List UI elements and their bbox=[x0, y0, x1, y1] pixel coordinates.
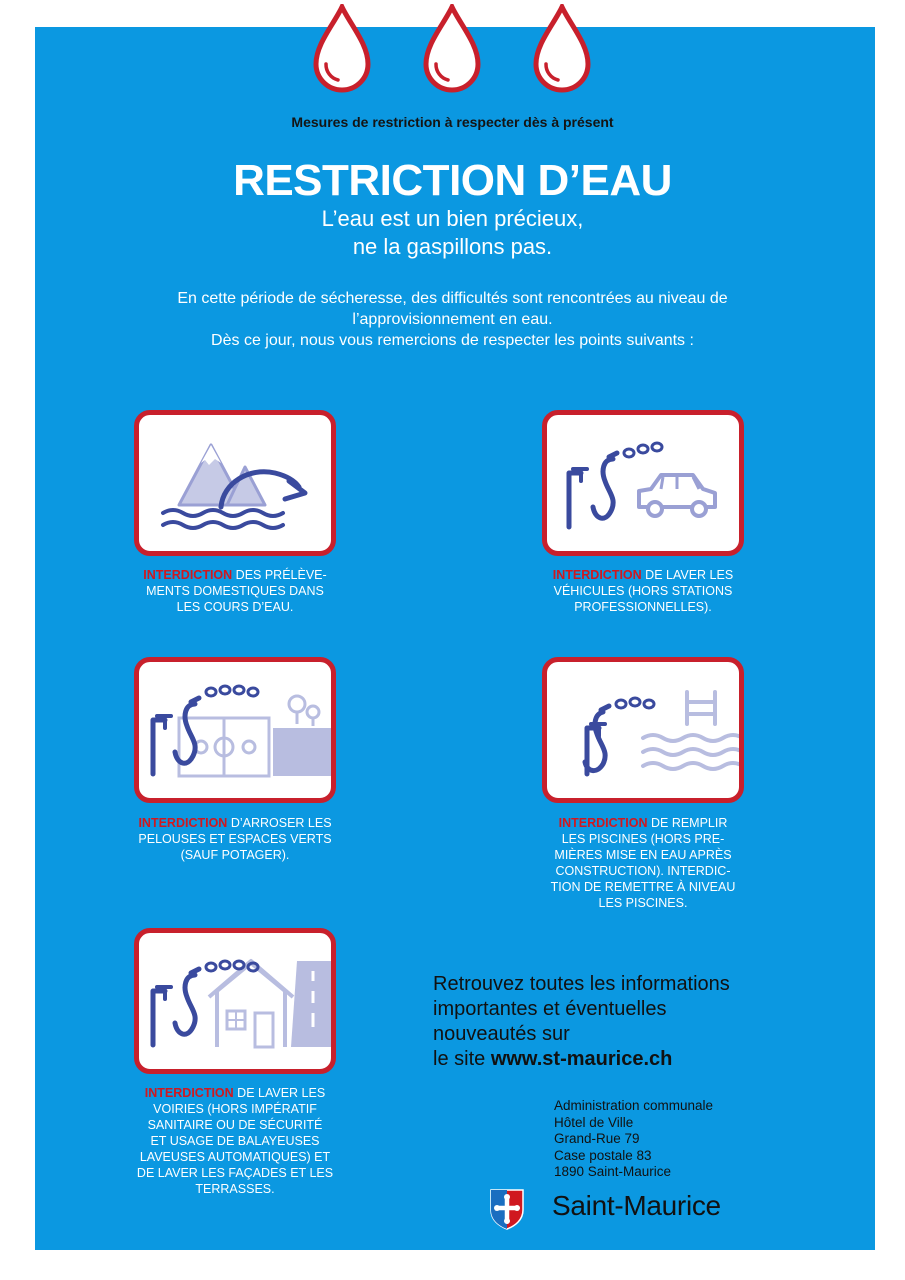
tagline bbox=[0, 205, 905, 261]
interdiction-keyword: INTERDICTION bbox=[143, 568, 233, 582]
caption-line: LES COURS D’EAU. bbox=[176, 600, 294, 614]
caption-line: DE LAVER LES bbox=[237, 1086, 326, 1100]
caption-line: MIÈRES MISE EN EAU APRÈS bbox=[554, 848, 732, 862]
interdiction-keyword: INTERDICTION bbox=[558, 816, 648, 830]
info-line bbox=[433, 1047, 823, 1072]
pool-filling-icon bbox=[547, 662, 739, 798]
caption-line: ET USAGE DE BALAYEUSES bbox=[150, 1134, 320, 1148]
lawn-watering-icon bbox=[139, 662, 331, 798]
restriction-caption bbox=[130, 1085, 340, 1197]
info-block bbox=[433, 972, 823, 1072]
water-drop-icon bbox=[312, 4, 372, 96]
caption-line: DE LAVER LES FAÇADES ET LES bbox=[136, 1166, 334, 1180]
caption-line: D’ARROSER LES bbox=[230, 816, 332, 830]
tagline-line: ne la gaspillons pas. bbox=[352, 234, 553, 259]
address-line: Hôtel de Ville bbox=[554, 1114, 634, 1130]
caption-line: PROFESSIONNELLES). bbox=[574, 600, 712, 614]
header-subtitle: Mesures de restriction à respecter dès à présent bbox=[291, 114, 614, 130]
logo-text: Saint-Maurice bbox=[552, 1190, 721, 1221]
caption-line: DE LAVER LES bbox=[645, 568, 734, 582]
caption-line: MENTS DOMESTIQUES DANS bbox=[146, 584, 324, 598]
restriction-caption bbox=[538, 815, 748, 911]
water-drop-icon bbox=[422, 4, 482, 96]
address-block bbox=[554, 1098, 814, 1181]
car-wash-icon bbox=[547, 415, 739, 551]
restriction-caption bbox=[130, 567, 340, 615]
road-facade-icon bbox=[139, 933, 331, 1069]
address-line: 1890 Saint-Maurice bbox=[554, 1164, 672, 1179]
caption-line: SANITAIRE OU DE SÉCURITÉ bbox=[147, 1118, 323, 1132]
info-line: nouveautés sur bbox=[433, 1023, 570, 1045]
caption-line: PELOUSES ET ESPACES VERTS bbox=[138, 832, 332, 846]
info-line: Retrouvez toutes les informations bbox=[433, 973, 730, 995]
coat-of-arms-icon bbox=[489, 1188, 525, 1230]
caption-line: TERRASSES. bbox=[195, 1182, 275, 1196]
page-title: RESTRICTION D’EAU bbox=[233, 156, 672, 205]
intro-line: En cette période de sécheresse, des difficultés sont rencontrées au niveau de bbox=[177, 290, 728, 307]
tagline-line: L’eau est un bien précieux, bbox=[321, 206, 584, 231]
interdiction-keyword: INTERDICTION bbox=[144, 1086, 234, 1100]
interdiction-keyword: INTERDICTION bbox=[552, 568, 642, 582]
caption-line: VÉHICULES (HORS STATIONS bbox=[553, 584, 733, 598]
caption-line: LES PISCINES (HORS PRE- bbox=[561, 832, 725, 846]
restriction-card-pool bbox=[542, 657, 744, 803]
address-line: Grand-Rue 79 bbox=[554, 1131, 640, 1146]
address-line: Administration communale bbox=[554, 1098, 714, 1113]
water-drop-icon bbox=[532, 4, 592, 96]
intro-text bbox=[100, 288, 805, 351]
caption-line: TION DE REMETTRE À NIVEAU bbox=[550, 880, 736, 894]
restriction-caption bbox=[538, 567, 748, 615]
caption-line: DES PRÉLÈVE- bbox=[235, 568, 327, 582]
address-line: Case postale 83 bbox=[554, 1147, 652, 1163]
caption-line: DE REMPLIR bbox=[650, 816, 728, 830]
restriction-card-car bbox=[542, 410, 744, 556]
river-mountain-icon bbox=[139, 415, 331, 551]
restriction-card-road bbox=[134, 928, 336, 1074]
restriction-card-river bbox=[134, 410, 336, 556]
caption-line: CONSTRUCTION). INTERDIC- bbox=[555, 864, 731, 878]
interdiction-keyword: INTERDICTION bbox=[138, 816, 228, 830]
intro-line: Dès ce jour, nous vous remercions de respecter les points suivants : bbox=[211, 332, 694, 349]
info-line: importantes et éventuelles bbox=[433, 998, 667, 1020]
restriction-caption bbox=[130, 815, 340, 863]
caption-line: LES PISCINES. bbox=[598, 896, 688, 910]
caption-line: LAVEUSES AUTOMATIQUES) ET bbox=[139, 1150, 331, 1164]
info-prefix: le site bbox=[433, 1048, 491, 1070]
restriction-card-lawn bbox=[134, 657, 336, 803]
website-link[interactable]: www.st-maurice.ch bbox=[490, 1048, 673, 1070]
caption-line: (SAUF POTAGER). bbox=[180, 848, 290, 862]
intro-line: l’approvisionnement en eau. bbox=[352, 311, 553, 328]
caption-line: VOIRIES (HORS IMPÉRATIF bbox=[153, 1102, 317, 1116]
